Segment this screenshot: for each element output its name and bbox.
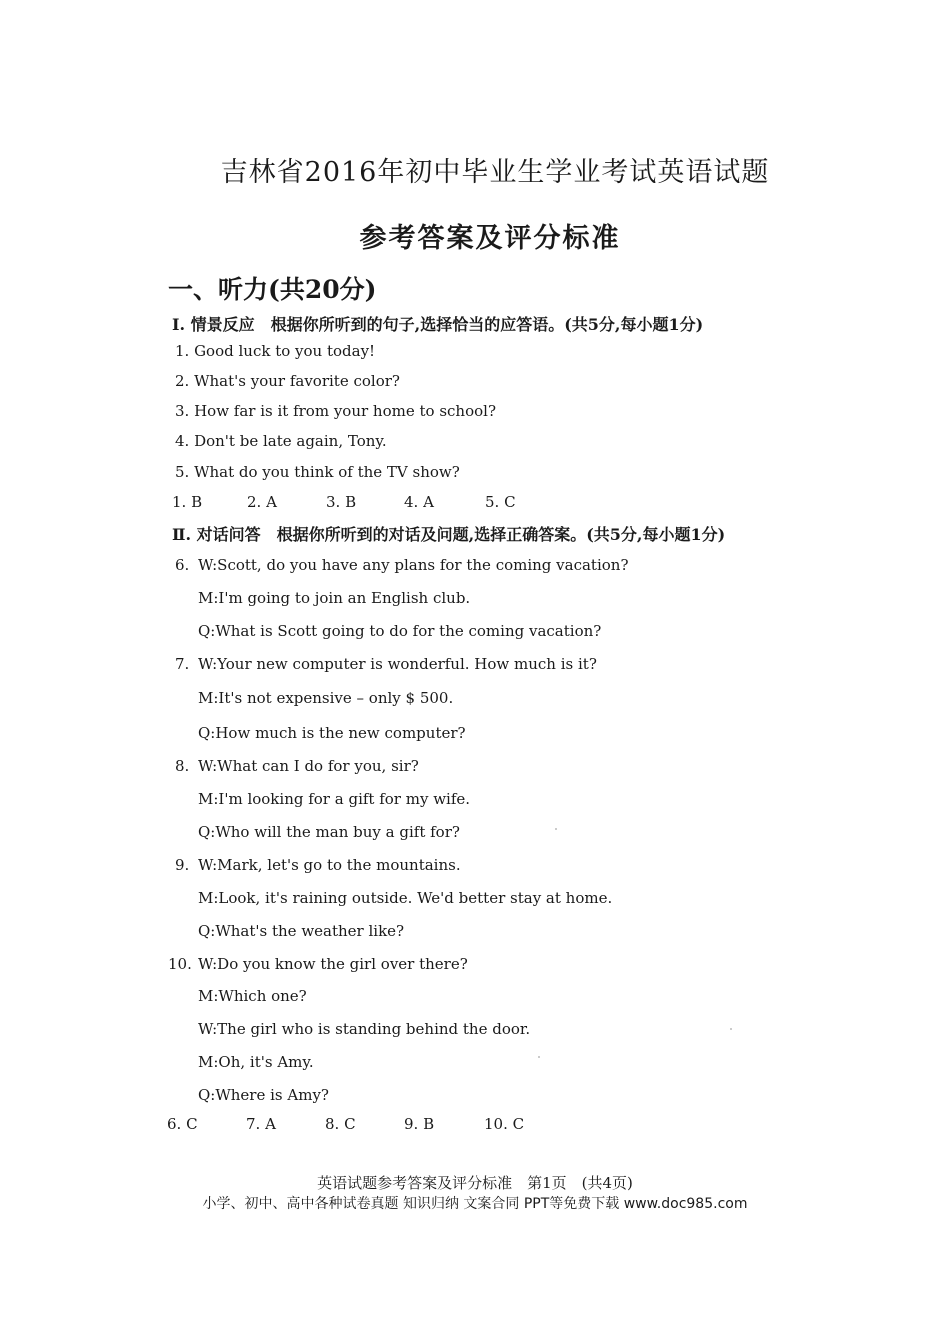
document-subtitle: 参考答案及评分标准	[359, 223, 621, 254]
dialog-line: Q:What's the weather like?	[198, 922, 405, 940]
answer-item: 5. C	[485, 493, 516, 511]
scan-speck	[730, 1028, 732, 1030]
part2-heading: Ⅱ. 对话问答 根据你所听到的对话及问题,选择正确答案。(共5分,每小题1分)	[172, 525, 726, 544]
part1-line: 3. How far is it from your home to school?	[175, 402, 496, 420]
part1-answers	[172, 493, 516, 511]
dialog-number: 7.	[175, 655, 190, 673]
part1-line: 5. What do you think of the TV show?	[175, 463, 460, 481]
document-title: 吉林省2016年初中毕业生学业考试英语试题	[220, 157, 770, 188]
dialog-line: W:Mark, let's go to the mountains.	[198, 856, 461, 874]
section-heading-listening: 一、听力(共20分)	[168, 275, 377, 304]
answer-item: 4. A	[404, 493, 434, 511]
part2-answers	[167, 1115, 524, 1133]
dialog-number: 10.	[168, 955, 192, 973]
dialog-line: M:It's not expensive – only $ 500.	[198, 689, 454, 707]
dialog-line: W:Do you know the girl over there?	[198, 955, 468, 973]
answer-item: 3. B	[326, 493, 357, 511]
dialog-line: M:I'm looking for a gift for my wife.	[198, 790, 471, 808]
dialog-line: W:What can I do for you, sir?	[198, 757, 419, 775]
dialog-number: 6.	[175, 556, 190, 574]
part1-line: 1. Good luck to you today!	[175, 342, 376, 360]
answer-item: 7. A	[246, 1115, 276, 1133]
page-footer: 英语试题参考答案及评分标准 第1页 (共4页)	[317, 1174, 633, 1192]
part1-heading: Ⅰ. 情景反应 根据你所听到的句子,选择恰当的应答语。(共5分,每小题1分)	[172, 315, 704, 334]
dialog-number: 9.	[175, 856, 190, 874]
dialog-line: Q:Who will the man buy a gift for?	[198, 823, 460, 841]
dialog-line: W:The girl who is standing behind the door.	[198, 1020, 531, 1038]
answer-item: 2. A	[247, 493, 277, 511]
part1-line: 4. Don't be late again, Tony.	[175, 432, 387, 450]
dialog-line: M:Which one?	[198, 987, 307, 1005]
dialog-number: 8.	[175, 757, 190, 775]
dialog-line: W:Scott, do you have any plans for the coming vacation?	[198, 556, 629, 574]
dialog-line: W:Your new computer is wonderful. How much is it?	[198, 655, 597, 673]
scan-speck	[538, 1056, 540, 1058]
answer-item: 10. C	[484, 1115, 525, 1133]
download-note: 小学、初中、高中各种试卷真题 知识归纳 文案合同 PPT等免费下载 www.doc985.com	[202, 1196, 748, 1212]
answer-item: 6. C	[167, 1115, 198, 1133]
answer-item: 9. B	[404, 1115, 435, 1133]
dialog-line: Q:What is Scott going to do for the coming vacation?	[198, 622, 602, 640]
dialog-line: Q:How much is the new computer?	[198, 724, 466, 742]
dialog-line: Q:Where is Amy?	[198, 1086, 329, 1104]
scan-speck	[555, 828, 557, 830]
answer-item: 1. B	[172, 493, 203, 511]
dialog-line: M:I'm going to join an English club.	[198, 589, 471, 607]
answer-item: 8. C	[325, 1115, 356, 1133]
dialog-line: M:Oh, it's Amy.	[198, 1053, 314, 1071]
part1-line: 2. What's your favorite color?	[175, 372, 400, 390]
dialog-line: M:Look, it's raining outside. We'd better stay at home.	[198, 889, 613, 907]
